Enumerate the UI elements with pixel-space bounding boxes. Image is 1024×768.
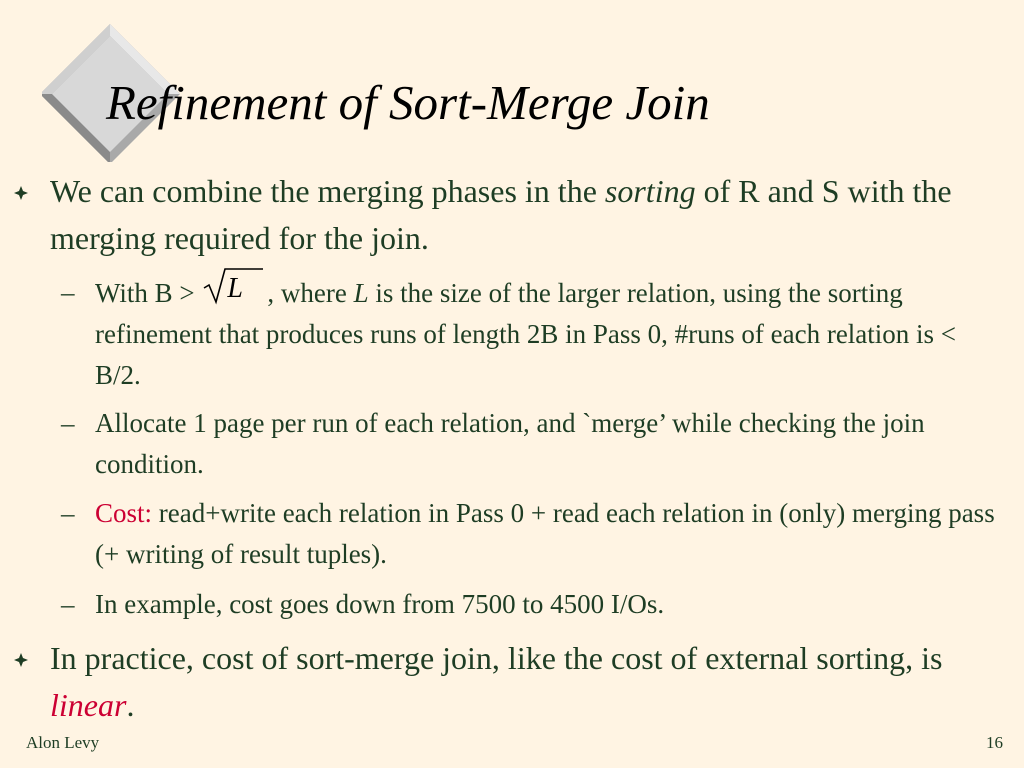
bullet-text: . xyxy=(126,687,135,723)
dash-marker: – xyxy=(61,498,75,528)
cost-label: Cost: xyxy=(95,498,153,528)
bullet-emphasis: sorting xyxy=(604,173,696,209)
bullet-text: of R and S with the merging required for the join. xyxy=(50,173,952,256)
slide-title: Refinement of Sort-Merge Join xyxy=(106,75,710,130)
sub-text: , where xyxy=(267,278,354,308)
sub-text: is the size of the larger relation, using the sorting refinement that produces runs of length 2B in Pass 0, #runs of each relation is < B/2. xyxy=(95,278,957,390)
dash-marker: – xyxy=(61,589,75,619)
sub-text: read+write each relation in Pass 0 + read each relation in (only) merging pass (+ writing of result tuples). xyxy=(95,498,995,569)
bullet-diamond-icon xyxy=(14,186,28,200)
dash-marker: – xyxy=(61,408,75,438)
sqrt-formula xyxy=(203,272,265,306)
sub-text: In example, cost goes down from 7500 to 4500 I/Os. xyxy=(95,589,665,619)
bullet-merge-phases xyxy=(50,168,1000,262)
bullet-linear xyxy=(50,635,1000,729)
sub-bullet-runs xyxy=(61,272,1005,396)
sub-text: Allocate 1 page per run of each relation, and `merge’ while checking the join condition. xyxy=(95,408,925,479)
sqrt-variable: L xyxy=(227,273,243,304)
footer-author: Alon Levy xyxy=(26,733,100,752)
sub-bullet-cost xyxy=(61,493,1005,575)
bullet-emphasis-linear: linear xyxy=(50,687,127,723)
sub-bullet-allocate xyxy=(61,403,1005,485)
dash-marker: – xyxy=(61,277,75,307)
sub-emphasis: L xyxy=(353,278,369,308)
page-number: 16 xyxy=(986,733,1003,752)
bullet-text: We can combine the merging phases in the xyxy=(50,173,605,209)
sub-text: With B > xyxy=(95,278,202,308)
bullet-text: In practice, cost of sort-merge join, like the cost of external sorting, is xyxy=(50,640,943,676)
bullet-diamond-icon xyxy=(14,653,28,667)
sub-bullet-example xyxy=(61,584,1005,625)
